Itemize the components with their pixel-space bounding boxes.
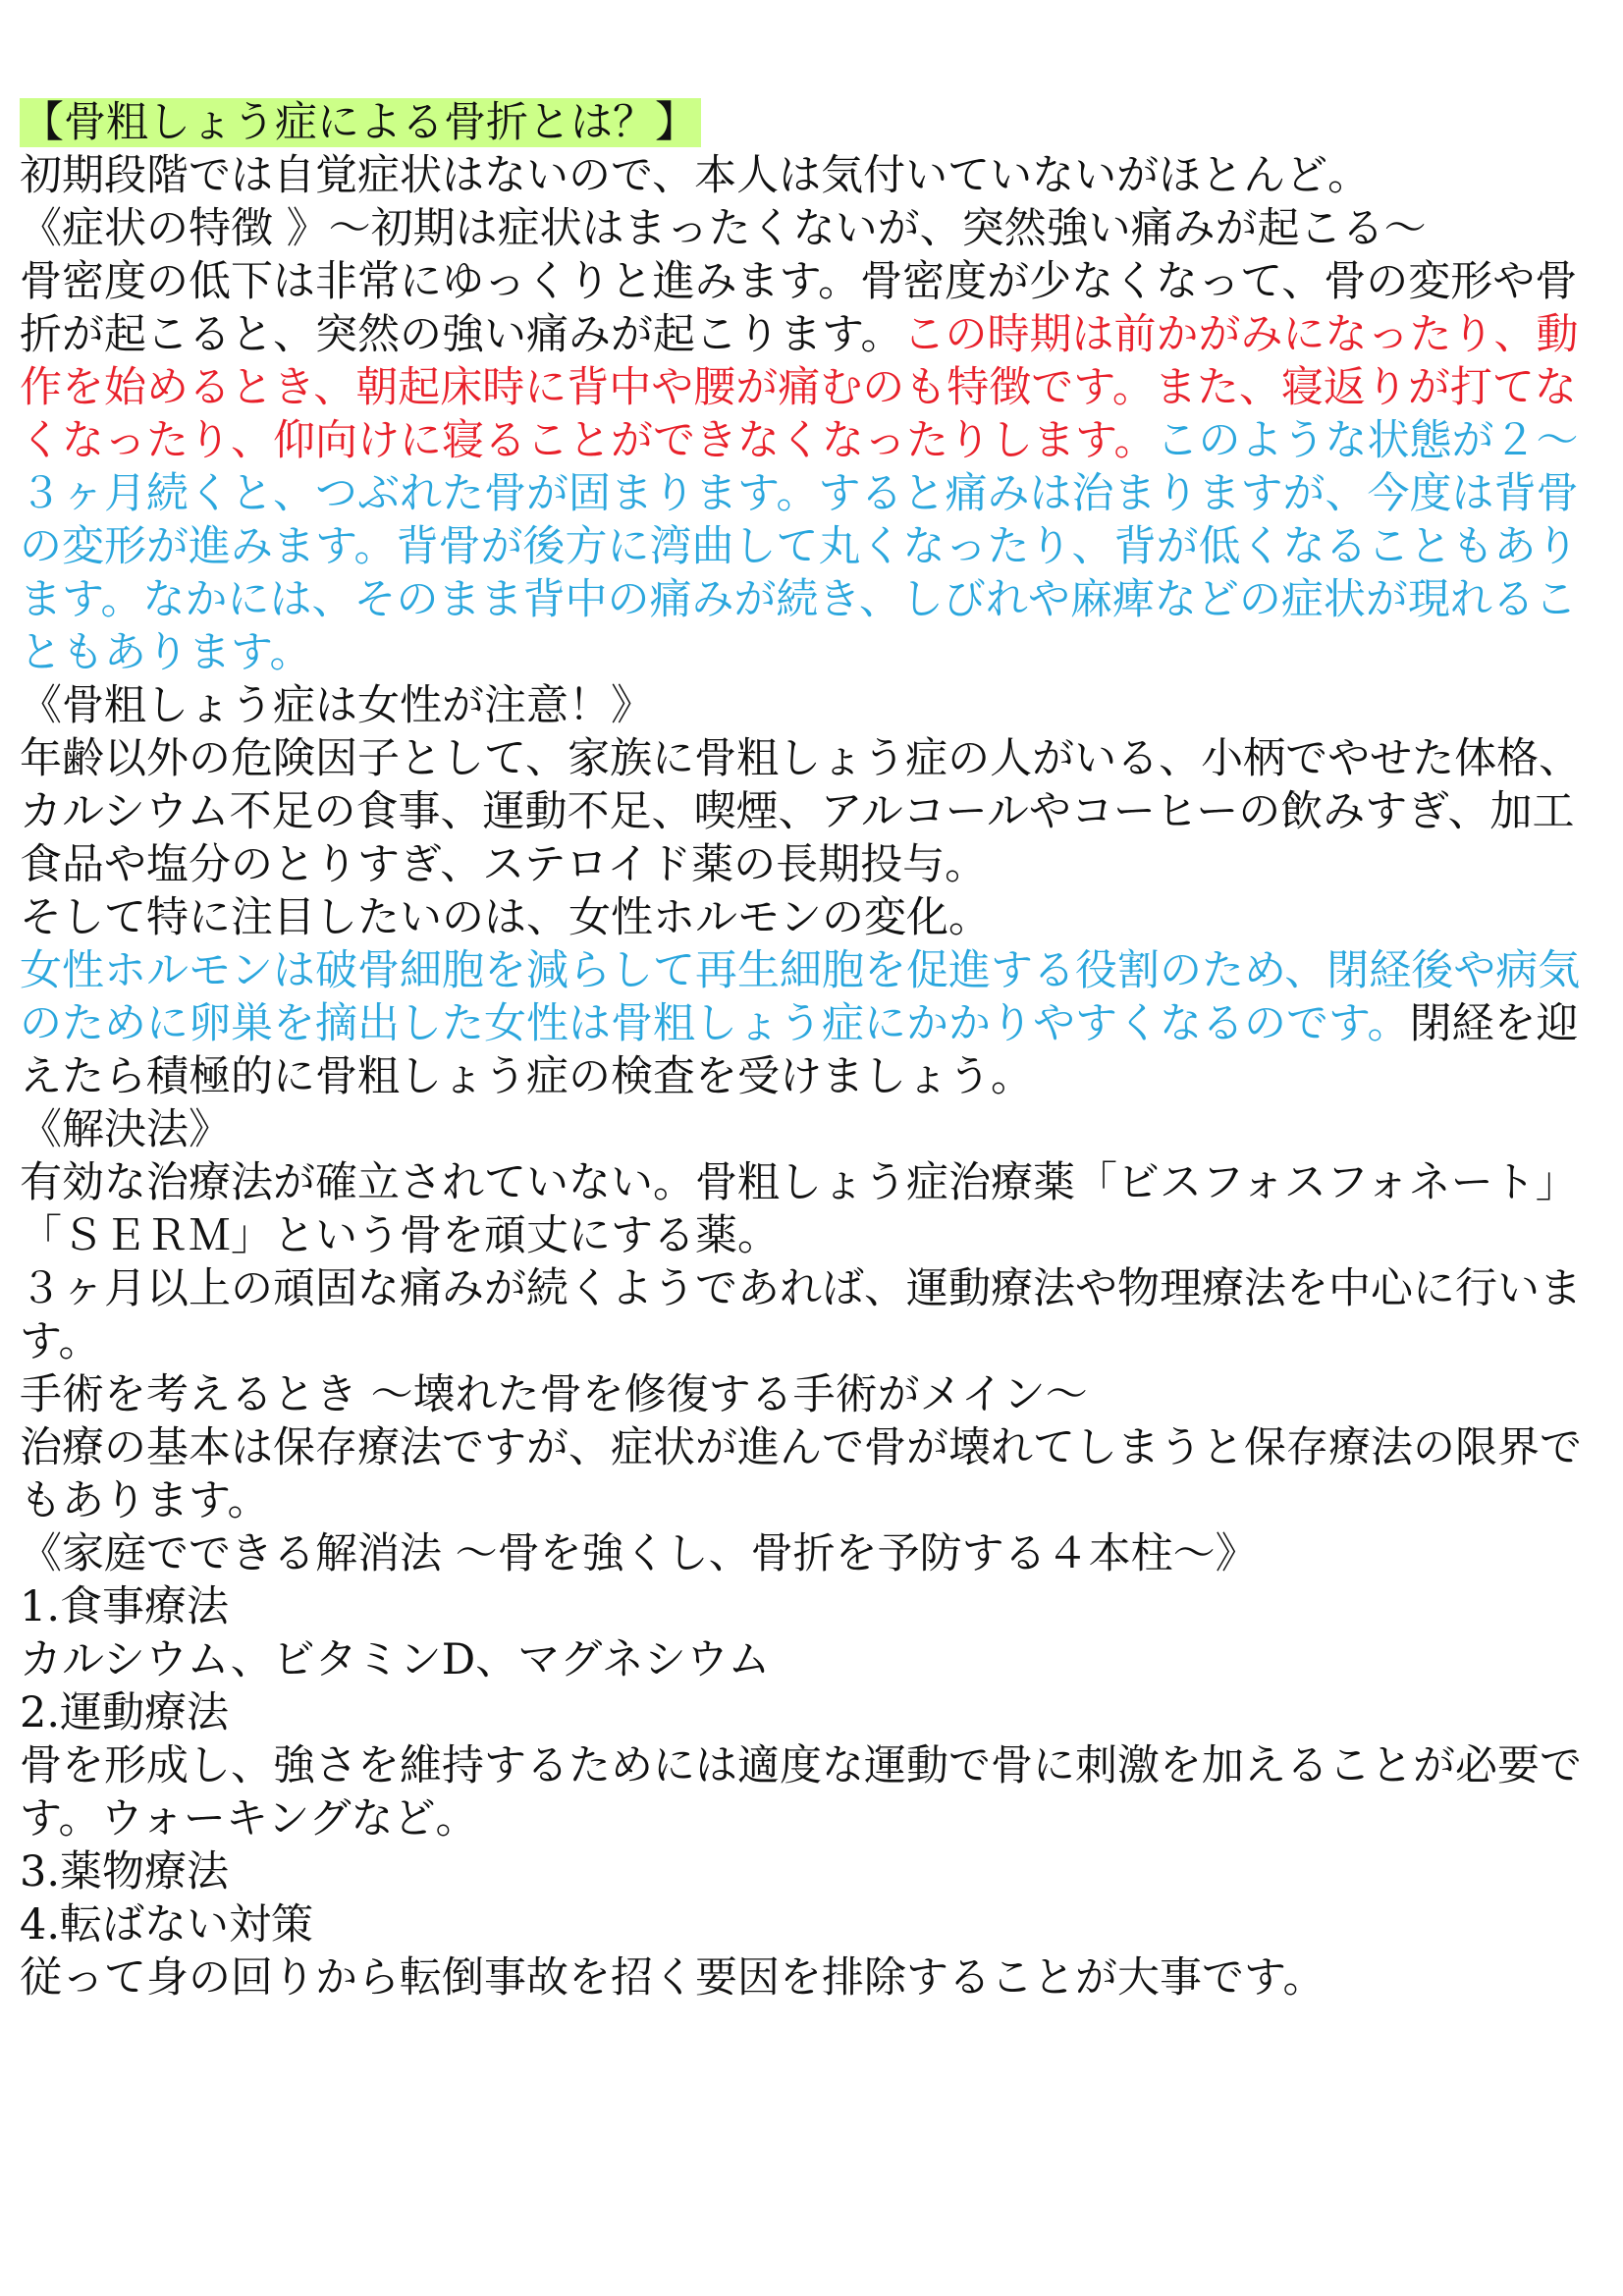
surgery-heading: 手術を考えるとき 〜壊れた骨を修復する手術がメイン〜 (20, 1370, 1088, 1419)
item2-title: 2.運動療法 (20, 1688, 230, 1737)
intro-paragraph: 初期段階では自覚症状はないので、本人は気付いていないがほとんど。 (20, 151, 1371, 200)
hormone-text-black: 閉経を迎えたら積極的に骨粗しょう症の検査を受けましょう。 (20, 999, 1579, 1101)
symptoms-text-black: 骨密度の低下は非常にゆっくりと進みます。骨密度が少なくなって、骨の変形や骨折が起こると、突然の強い痛みが起こります。 (20, 257, 1578, 359)
hormone-paragraph (20, 944, 1591, 1103)
item3-title: 3.薬物療法 (20, 1847, 230, 1896)
risk-factors-paragraph: 年齢以外の危険因子として、家族に骨粗しょう症の人がいる、小柄でやせた体格、カルシウム不足の食事、運動不足、喫煙、アルコールやコーヒーの飲みすぎ、加工食品や塩分のとりすぎ、ステロイド薬の長期投与。 (20, 734, 1582, 889)
solution-paragraph-2: ３ヶ月以上の頑固な痛みが続くようであれば、運動療法や物理療法を中心に行います。 (20, 1264, 1582, 1366)
symptoms-heading: 《症状の特徴 》〜初期は症状はまったくないが、突然強い痛みが起こる〜 (20, 204, 1427, 253)
item2-body: 骨を形成し、強さを維持するためには適度な運動で骨に刺激を加えることが必要です。ウォーキングなど。 (20, 1741, 1582, 1843)
hormone-note: そして特に注目したいのは、女性ホルモンの変化。 (20, 893, 991, 942)
home-remedies-heading: 《家庭でできる解消法 〜骨を強くし、骨折を予防する４本柱〜》 (20, 1529, 1258, 1578)
title-row (20, 96, 1591, 149)
item1-body: カルシウム、ビタミンD、マグネシウム (20, 1635, 771, 1684)
item1-title: 1.食事療法 (20, 1582, 230, 1631)
hormone-text-blue: 女性ホルモンは破骨細胞を減らして再生細胞を促進する役割のため、閉経後や病気のために卵巣を摘出した女性は骨粗しょう症にかかりやすくなるのです。 (20, 946, 1581, 1048)
solution-paragraph-1: 有効な治療法が確立されていない。骨粗しょう症治療薬「ビスフォスフォネート」「ＳＥＲＭ」という骨を頑丈にする薬。 (20, 1158, 1578, 1260)
item4-body: 従って身の回りから転倒事故を招く要因を排除することが大事です。 (20, 1953, 1325, 2002)
symptoms-text-red: この時期は前かがみになったり、動作を始めるとき、朝起床時に背中や腰が痛むのも特徴です。また、寝返りが打てなくなったり、仰向けに寝ることができなくなったりします。 (20, 310, 1579, 465)
item4-title: 4.転ばない対策 (20, 1900, 314, 1949)
surgery-paragraph: 治療の基本は保存療法ですが、症状が進んで骨が壊れてしまうと保存療法の限界でもあります。 (20, 1423, 1582, 1525)
women-heading: 《骨粗しょう症は女性が注意！》 (20, 681, 653, 730)
symptoms-paragraph (20, 255, 1591, 679)
document-title: 【骨粗しょう症による骨折とは？】 (20, 98, 701, 147)
solution-heading: 《解決法》 (20, 1105, 231, 1154)
document-body (20, 96, 1591, 2004)
symptoms-text-blue: このような状態が２〜３ヶ月続くと、つぶれた骨が固まります。すると痛みは治まりますが、今度は背骨の変形が進みます。背骨が後方に湾曲して丸くなったり、背が低くなることもあります。なかには、そのまま背中の痛みが続き、しびれや麻痺などの症状が現れることもあります。 (20, 416, 1579, 677)
